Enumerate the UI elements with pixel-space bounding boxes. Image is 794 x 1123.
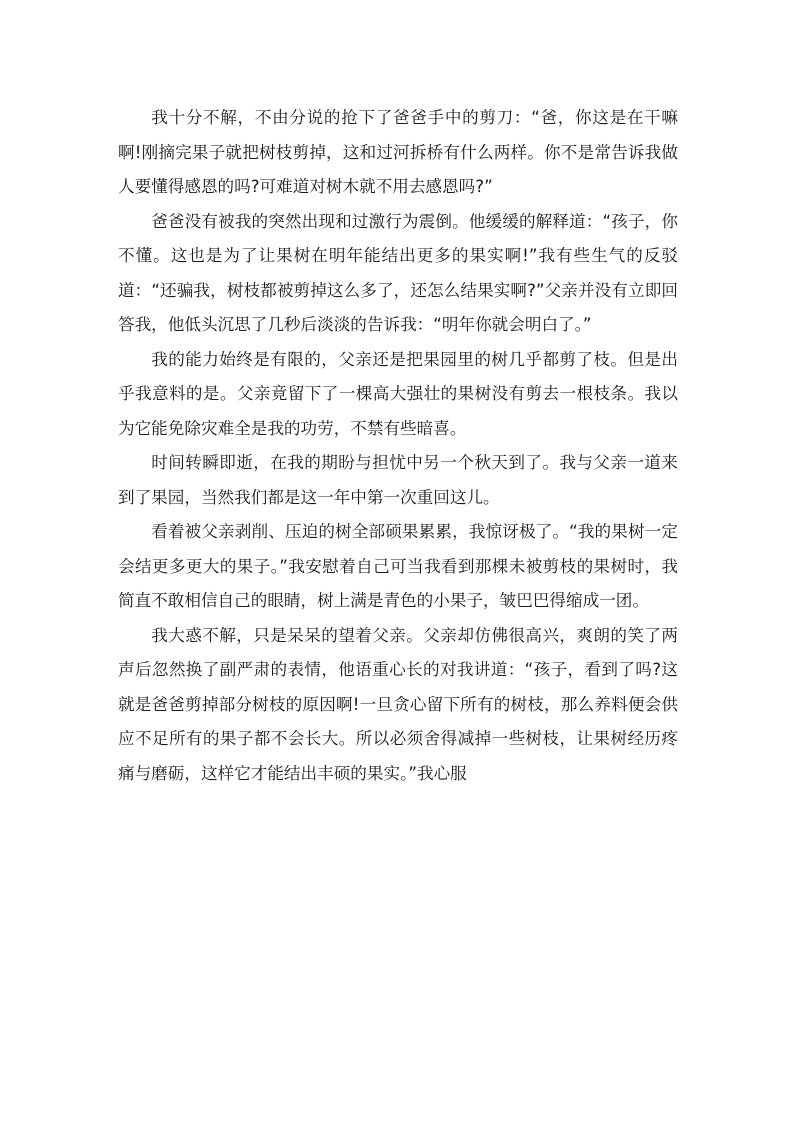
paragraph-3: 我的能力始终是有限的，父亲还是把果园里的树几乎都剪了枝。但是出乎我意料的是。父亲竟留下了一棵高大强壮的果树没有剪去一根枝条。我以为它能免除灾难全是我的功劳，不禁有些暗喜。 — [118, 349, 678, 438]
paragraph-2: 爸爸没有被我的突然出现和过激行为震倒。他缓缓的解释道：“孩子，你不懂。这也是为了让果树在明年能结出更多的果实啊!”我有些生气的反驳道：“还骗我，树枝都被剪掉这么多了，还怎么结果实啊?”父亲并没有立即回答我，他低头沉思了几秒后淡淡的告诉我：“明年你就会明白了。” — [118, 211, 678, 334]
document-body — [118, 101, 678, 791]
paragraph-1: 我十分不解，不由分说的抢下了爸爸手中的剪刀：“爸，你这是在干嘛啊!刚摘完果子就把树枝剪掉，这和过河拆桥有什么两样。你不是常告诉我做人要懂得感恩的吗?可难道对树木就不用去感恩吗?” — [118, 108, 678, 196]
paragraph-6: 我大惑不解，只是呆呆的望着父亲。父亲却仿佛很高兴，爽朗的笑了两声后忽然换了副严肃的表情，他语重心长的对我讲道：“孩子，看到了吗?这就是爸爸剪掉部分树枝的原因啊!一旦贪心留下所有的树枝，那么养料便会供应不足所有的果子都不会长大。所以必须舍得减掉一些树枝，让果树经历疼痛与磨砺，这样它才能结出丰硕的果实。”我心服 — [118, 625, 678, 783]
paragraph-4: 时间转瞬即逝，在我的期盼与担忧中另一个秋天到了。我与父亲一道来到了果园，当然我们都是这一年中第一次重回这儿。 — [118, 453, 678, 507]
paragraph-5: 看着被父亲剥削、压迫的树全部硕果累累，我惊讶极了。“我的果树一定会结更多更大的果子。”我安慰着自己可当我看到那棵未被剪枝的果树时，我简直不敢相信自己的眼睛，树上满是青色的小果子，皱巴巴得缩成一团。 — [118, 522, 678, 610]
